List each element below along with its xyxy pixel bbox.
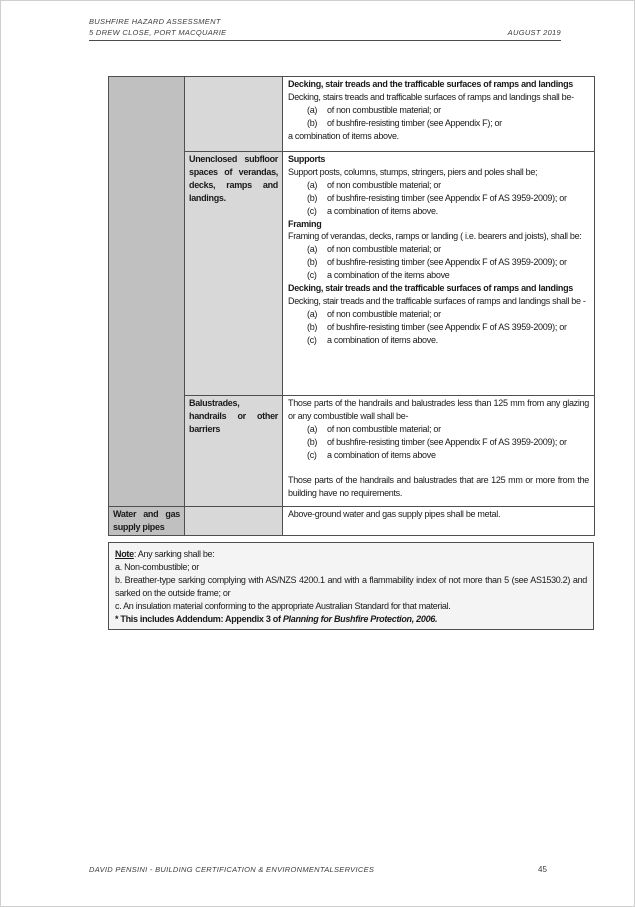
list-item-marker: (b) xyxy=(307,192,318,203)
table-row-decking xyxy=(109,77,595,152)
list-item-text: of bushfire-resisting timber (see Appendix F of AS 3959-2009); or xyxy=(327,436,567,447)
list-item-text: of non combustible material; or xyxy=(327,423,441,434)
header-title: BUSHFIRE HAZARD ASSESSMENT xyxy=(89,17,221,26)
header-date: AUGUST 2019 xyxy=(507,28,561,37)
list-item-marker: (a) xyxy=(307,308,318,319)
requirement-intro: Those parts of the handrails and balustrades less than 125 mm from any glazing or any combustible wall shall be- xyxy=(288,398,589,421)
list-item-text: of bushfire-resisting timber (see Appendix F); or xyxy=(327,117,502,128)
list-item xyxy=(288,117,589,130)
list-item-text: of bushfire-resisting timber (see Appendix F of AS 3959-2009); or xyxy=(327,257,567,268)
list-item xyxy=(288,449,589,462)
note-box xyxy=(108,542,594,630)
note-item-a: a. Non-combustible; or xyxy=(115,561,199,572)
list-item xyxy=(288,104,589,117)
list-item-marker: (a) xyxy=(307,179,318,190)
cell-category-empty xyxy=(109,77,185,507)
requirement-heading: Decking, stair treads and the trafficable surfaces of ramps and landings xyxy=(288,79,573,89)
list-item xyxy=(288,321,589,334)
header-subtitle: 5 DREW CLOSE, PORT MACQUARIE xyxy=(89,28,227,37)
requirement-outro: a combination of items above. xyxy=(288,130,399,141)
list-item-marker: (b) xyxy=(307,257,318,268)
list-item-marker: (c) xyxy=(307,205,317,216)
header-subtitle-row xyxy=(89,27,561,41)
list-item-marker: (c) xyxy=(307,270,317,281)
list-item xyxy=(288,334,589,347)
requirement-intro: Decking, stair treads and the trafficable surfaces of ramps and landings shall be - xyxy=(288,295,586,306)
cell-element-empty xyxy=(185,507,283,536)
cell-requirements-balustrades xyxy=(283,396,595,507)
list-item-text: a combination of items above. xyxy=(327,205,438,216)
requirement-intro: Decking, stairs treads and trafficable surfaces of ramps and landings shall be- xyxy=(288,91,574,102)
cell-element-empty xyxy=(185,77,283,152)
list-item-marker: (a) xyxy=(307,104,318,115)
list-item-text: a combination of items above. xyxy=(327,334,438,345)
cell-element-balustrades: Balustrades, handrails or other barriers xyxy=(185,396,283,507)
cell-requirements-water-gas: Above-ground water and gas supply pipes shall be metal. xyxy=(283,507,595,536)
list-item xyxy=(288,192,589,205)
requirement-heading: Decking, stair treads and the trafficable surfaces of ramps and landings xyxy=(288,283,573,294)
footer-author: DAVID PENSINI - BUILDING CERTIFICATION & ENVIRONMENTALSERVICES xyxy=(89,865,375,874)
requirements-table xyxy=(108,76,595,536)
list-item xyxy=(288,308,589,321)
list-item-text: a combination of the items above xyxy=(327,270,450,281)
page-number: 45 xyxy=(538,865,547,874)
list-item-text: of non combustible material; or xyxy=(327,179,441,190)
cell-requirements-subfloor xyxy=(283,152,595,396)
list-item-text: of bushfire-resisting timber (see Appendix F of AS 3959-2009); or xyxy=(327,321,567,332)
list-item-text: of non combustible material; or xyxy=(327,308,441,319)
list-item xyxy=(288,269,589,282)
note-heading-line xyxy=(115,548,587,561)
list-item-marker: (a) xyxy=(307,244,318,255)
note-final-reference: Planning for Bushfire Protection, 2006. xyxy=(282,613,438,624)
list-item-text: of non combustible material; or xyxy=(327,104,441,115)
list-item-text: a combination of items above xyxy=(327,449,436,460)
list-item xyxy=(288,205,589,218)
list-item-text: of bushfire-resisting timber (see Appendix F of AS 3959-2009); or xyxy=(327,192,567,203)
list-item xyxy=(288,179,589,192)
list-item xyxy=(288,423,589,436)
cell-element-subfloor: Unenclosed subfloor spaces of verandas, decks, ramps and landings. xyxy=(185,152,283,396)
list-item-text: of non combustible material; or xyxy=(327,244,441,255)
list-item-marker: (a) xyxy=(307,423,318,434)
list-item xyxy=(288,243,589,256)
blank-line xyxy=(288,462,589,475)
list-item-marker: (b) xyxy=(307,117,318,128)
note-final-prefix: * This includes Addendum: Appendix 3 of xyxy=(115,613,283,624)
list-item-marker: (c) xyxy=(307,449,317,460)
requirement-outro: Those parts of the handrails and balustrades that are 125 mm or more from the building have no requirements. xyxy=(288,475,589,499)
cell-requirements-decking xyxy=(283,77,595,152)
requirement-intro: Support posts, columns, stumps, stringers, piers and poles shall be; xyxy=(288,166,538,177)
note-item-b: b. Breather-type sarking complying with AS/NZS 4200.1 and with a flammability index of not more than 5 (see AS1530.2) and sarked on the outside frame; or xyxy=(115,574,587,598)
list-item xyxy=(288,256,589,269)
requirement-heading: Framing xyxy=(288,218,322,229)
requirement-intro: Framing of verandas, decks, ramps or landing ( i.e. bearers and joists), shall be: xyxy=(288,231,582,242)
note-label: Note xyxy=(115,549,134,559)
page-header xyxy=(89,16,561,41)
requirement-heading: Supports xyxy=(288,154,326,164)
list-item-marker: (b) xyxy=(307,436,318,447)
note-final-line xyxy=(115,613,587,626)
list-item xyxy=(288,436,589,449)
cell-category-water-gas: Water and gas supply pipes xyxy=(109,507,185,536)
list-item-marker: (c) xyxy=(307,334,317,345)
table-row-water-gas xyxy=(109,507,595,536)
note-label-suffix: : Any sarking shall be: xyxy=(133,549,215,559)
list-item-marker: (b) xyxy=(307,321,318,332)
note-item-c: c. An insulation material conforming to the appropriate Australian Standard for that material. xyxy=(115,600,451,611)
